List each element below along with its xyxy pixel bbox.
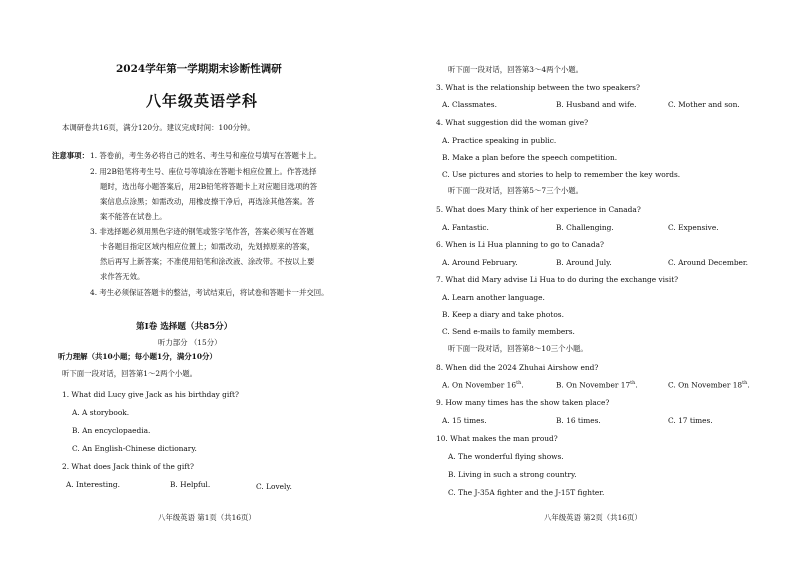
q6-option-c: C. Around December. <box>668 258 749 267</box>
q8-option-b-text: B. On November 17 <box>556 380 631 390</box>
q8-option-b <box>556 381 638 389</box>
q8-option-c-suffix: th <box>742 380 748 386</box>
page-2 <box>432 0 762 561</box>
q3-option-c: C. Mother and son. <box>668 100 740 109</box>
question-4: 4. What suggestion did the woman give? <box>436 118 589 127</box>
q9-option-c: C. 17 times. <box>668 416 713 425</box>
page-1-footer: 八年级英语 第1页（共16页） <box>158 513 256 522</box>
q2-option-b: B. Helpful. <box>170 480 211 489</box>
q8-option-a <box>442 381 524 389</box>
question-8: 8. When did the 2024 Zhuhai Airshow end? <box>436 363 599 372</box>
page-1 <box>48 0 368 561</box>
note-2-line: 案信息点涂黑；如需改动，用橡皮擦干净后，再选涂其他答案。答 <box>100 197 315 206</box>
q10-option-c: C. The J-35A fighter and the J-15T fighter. <box>448 488 605 497</box>
question-1: 1. What did Lucy give Jack as his birthday gift? <box>62 390 239 399</box>
q8-option-c <box>668 381 750 389</box>
q10-option-b: B. Living in such a strong country. <box>448 470 577 479</box>
comprehension-heading: 听力理解（共10小题；每小题1分，满分10分） <box>58 352 217 361</box>
q3-option-b: B. Husband and wife. <box>556 100 637 109</box>
exam-subject: 八年级英语学科 <box>146 92 259 110</box>
q8-option-c-text: C. On November 18 <box>668 380 743 390</box>
instruction-1-2: 听下面一段对话，回答第1～2两个小题。 <box>62 369 198 378</box>
question-9: 9. How many times has the show taken place? <box>436 398 610 407</box>
q1-option-a: A. A storybook. <box>72 408 130 417</box>
instruction-3-4: 听下面一段对话，回答第3～4两个小题。 <box>448 65 584 74</box>
instruction-5-7: 听下面一段对话，回答第5～7三个小题。 <box>448 186 584 195</box>
q8-option-b-period: . <box>635 380 638 390</box>
note-3-line: 求作答无效。 <box>100 272 145 281</box>
listening-part-heading: 听力部分 （15分） <box>158 338 222 347</box>
instruction-8-10: 听下面一段对话，回答第8～10三个小题。 <box>448 344 588 353</box>
note-3-line: 3. 非选择题必须用黑色字迹的钢笔或签字笔作答，答案必须写在答题 <box>90 227 314 236</box>
q2-option-c: C. Lovely. <box>256 482 292 491</box>
question-10: 10. What makes the man proud? <box>436 434 558 443</box>
q4-option-a: A. Practice speaking in public. <box>442 136 557 145</box>
q6-option-b: B. Around July. <box>556 258 612 267</box>
q4-option-b: B. Make a plan before the speech competition. <box>442 153 618 162</box>
question-7: 7. What did Mary advise Li Hua to do during the exchange visit? <box>436 275 679 284</box>
q5-option-a: A. Fantastic. <box>442 223 489 232</box>
question-6: 6. When is Li Hua planning to go to Canada? <box>436 240 604 249</box>
question-2: 2. What does Jack think of the gift? <box>62 462 194 471</box>
note-3-line: 然后再写上新答案；不准使用铅笔和涂改液、涂改带。不按以上要 <box>100 257 315 266</box>
note-3-line: 卡各题目指定区域内相应位置上；如需改动，先划掉原来的答案， <box>100 242 315 251</box>
q7-option-a: A. Learn another language. <box>442 293 545 302</box>
note-4: 4. 考生必须保证答题卡的整洁，考试结束后，将试卷和答题卡一并交回。 <box>90 288 329 297</box>
q3-option-a: A. Classmates. <box>442 100 497 109</box>
exam-title: 2024学年第一学期期末诊断性调研 <box>116 63 282 75</box>
q7-option-b: B. Keep a diary and take photos. <box>442 310 564 319</box>
q4-option-c: C. Use pictures and stories to help to remember the key words. <box>442 170 681 179</box>
q8-option-c-period: . <box>747 380 750 390</box>
q7-option-c: C. Send e-mails to family members. <box>442 327 575 336</box>
q1-option-b: B. An encyclopaedia. <box>72 426 151 435</box>
q6-option-a: A. Around February. <box>442 258 518 267</box>
page-2-footer: 八年级英语 第2页（共16页） <box>544 513 642 522</box>
note-2-line: 案不能答在试卷上。 <box>100 212 167 221</box>
q5-option-c: C. Expensive. <box>668 223 719 232</box>
question-5: 5. What does Mary think of her experience in Canada? <box>436 205 641 214</box>
q8-option-a-text: A. On November 16 <box>442 380 517 390</box>
q10-option-a: A. The wonderful flying shows. <box>448 452 564 461</box>
note-2-line: 题时，选出每小题答案后，用2B铅笔将答题卡上对应题目选项的答 <box>100 182 318 191</box>
q9-option-a: A. 15 times. <box>442 416 487 425</box>
q8-option-b-suffix: th <box>630 380 636 386</box>
question-3: 3. What is the relationship between the two speakers? <box>436 83 640 92</box>
note-1: 1. 答卷前，考生务必将自己的姓名、考生号和座位号填写在答题卡上。 <box>90 151 322 160</box>
q8-option-a-suffix: th <box>516 380 522 386</box>
q2-option-a: A. Interesting. <box>66 480 120 489</box>
q5-option-b: B. Challenging. <box>556 223 614 232</box>
volume-heading: 第Ⅰ卷 选择题（共85分） <box>136 322 233 332</box>
exam-info: 本调研卷共16页，满分120分。建议完成时间：100分钟。 <box>62 123 255 132</box>
q9-option-b: B. 16 times. <box>556 416 601 425</box>
q8-option-a-period: . <box>521 380 524 390</box>
q1-option-c: C. An English-Chinese dictionary. <box>72 444 197 453</box>
note-2-line: 2. 用2B铅笔将考生号、座位号等填涂在答题卡相应位置上。作答选择 <box>90 167 317 176</box>
notes-label: 注意事项： <box>52 151 89 160</box>
